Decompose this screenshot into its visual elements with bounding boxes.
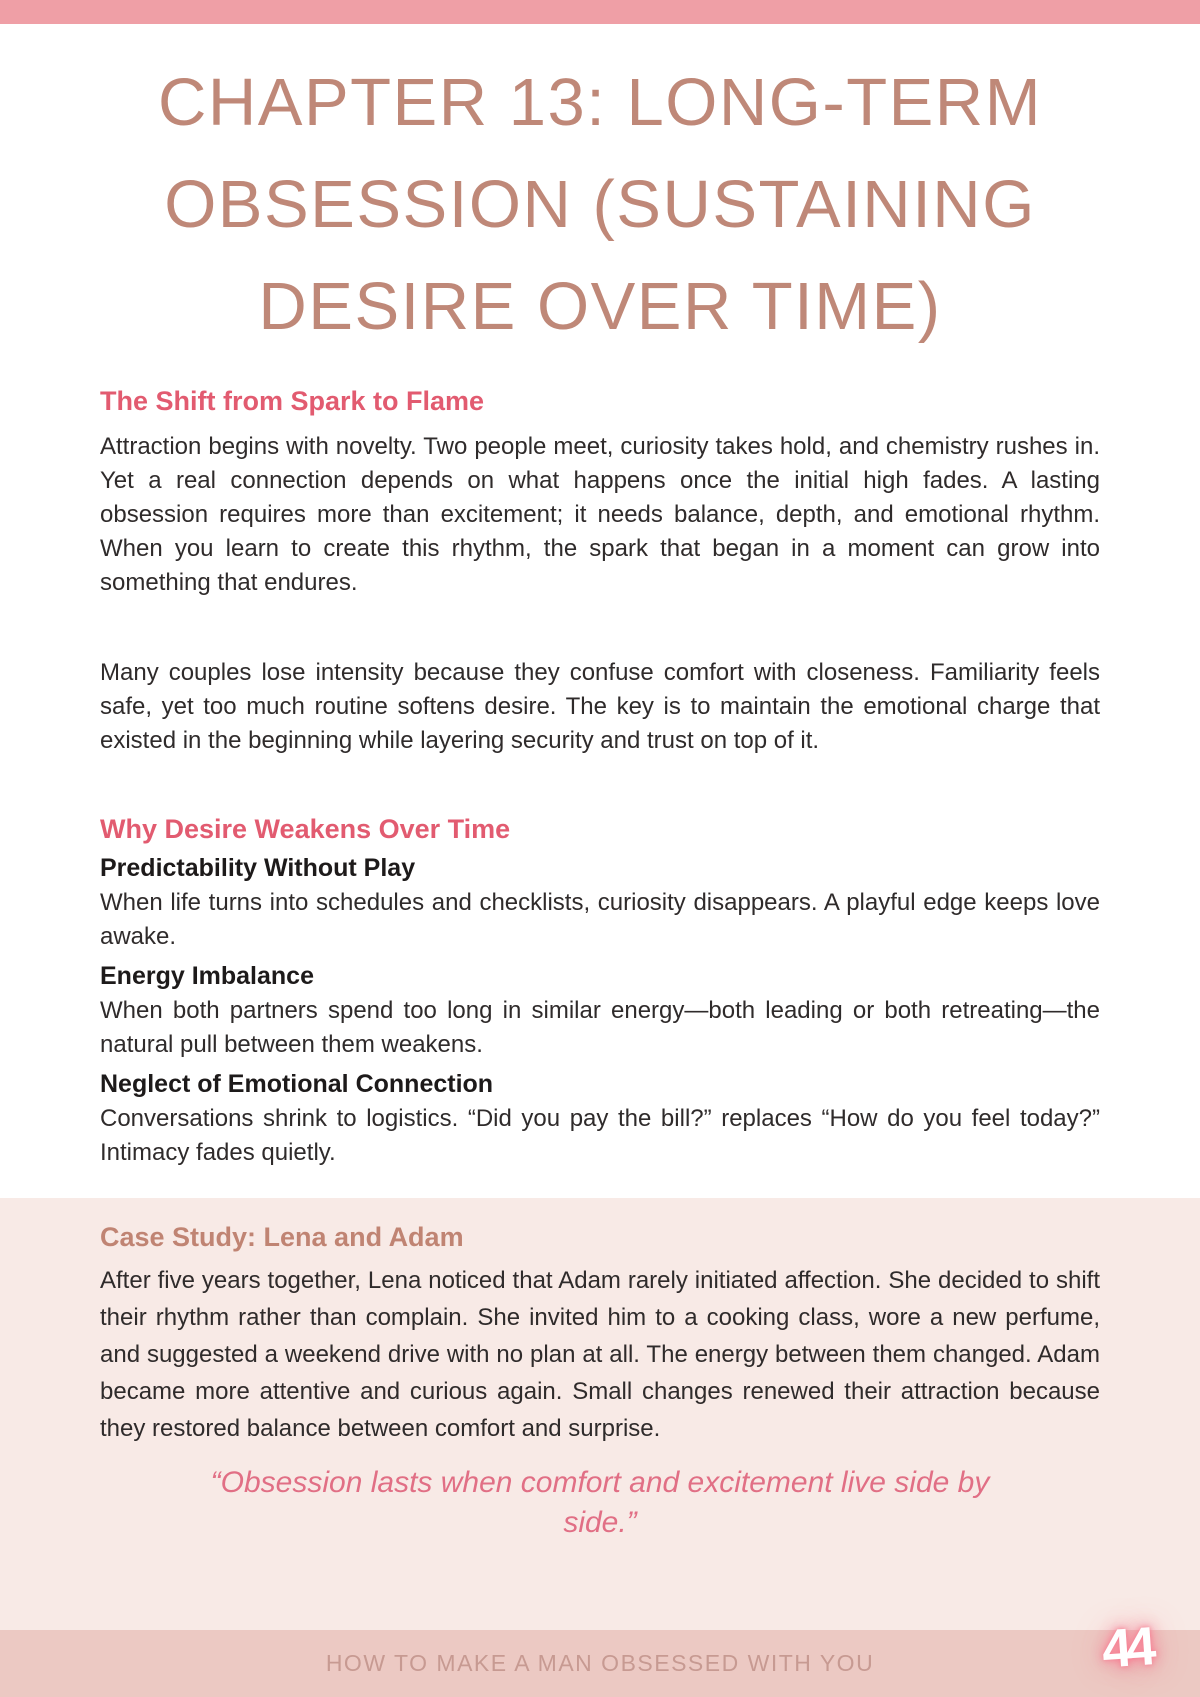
paragraph-predictability: When life turns into schedules and checklists, curiosity disappears. A playful edge keeps love awake. <box>100 889 1100 950</box>
chapter-title <box>90 52 1110 358</box>
pull-quote: “Obsession lasts when comfort and excitement live side by side.” <box>210 1466 990 1539</box>
subheading-predictability: Predictability Without Play <box>100 854 416 882</box>
case-study-heading: Case Study: Lena and Adam <box>100 1222 464 1252</box>
section-heading-spark-to-flame: The Shift from Spark to Flame <box>100 386 485 416</box>
case-study-paragraph: After five years together, Lena noticed that Adam rarely initiated affection. She decided to shift their rhythm rather than complain. She invited him to a cooking class, wore a new perfume, and suggested a weekend drive with no plan at all. The energy between them changed. Adam became more attentive and curious again. Small changes renewed their attraction because they restored balance between comfort and surprise. <box>100 1267 1100 1442</box>
subheading-neglect-connection: Neglect of Emotional Connection <box>100 1070 494 1098</box>
top-accent-bar <box>0 0 1200 24</box>
paragraph-spark-1: Attraction begins with novelty. Two people meet, curiosity takes hold, and chemistry rushes in. Yet a real connection depends on what happens once the initial high fades. A lasting obsession requires more than excitement; it needs balance, depth, and emotional rhythm. When you learn to create this rhythm, the spark that began in a moment can grow into something that endures. <box>100 433 1100 596</box>
page-number-badge: 44 <box>1099 1616 1153 1680</box>
paragraph-energy-imbalance: When both partners spend too long in similar energy—both leading or both retreating—the natural pull between them weakens. <box>100 997 1100 1058</box>
case-study-section <box>0 1198 1200 1630</box>
footer-book-title: HOW TO MAKE A MAN OBSESSED WITH YOU <box>325 1650 875 1676</box>
section-heading-desire-weakens: Why Desire Weakens Over Time <box>100 814 511 844</box>
footer-bar <box>0 1630 1200 1697</box>
page-content <box>0 358 1200 1170</box>
subheading-energy-imbalance: Energy Imbalance <box>100 962 314 990</box>
paragraph-spark-2: Many couples lose intensity because they confuse comfort with closeness. Familiarity feels safe, yet too much routine softens desire. The key is to maintain the emotional charge that existed in the beginning while layering security and trust on top of it. <box>100 659 1100 754</box>
chapter-title-line-3: DESIRE OVER TIME) <box>258 269 942 344</box>
chapter-title-line-2: OBSESSION (SUSTAINING <box>164 167 1036 242</box>
paragraph-neglect-connection: Conversations shrink to logistics. “Did you pay the bill?” replaces “How do you feel today?” Intimacy fades quietly. <box>100 1105 1100 1166</box>
chapter-title-line-1: CHAPTER 13: LONG-TERM <box>157 65 1043 140</box>
